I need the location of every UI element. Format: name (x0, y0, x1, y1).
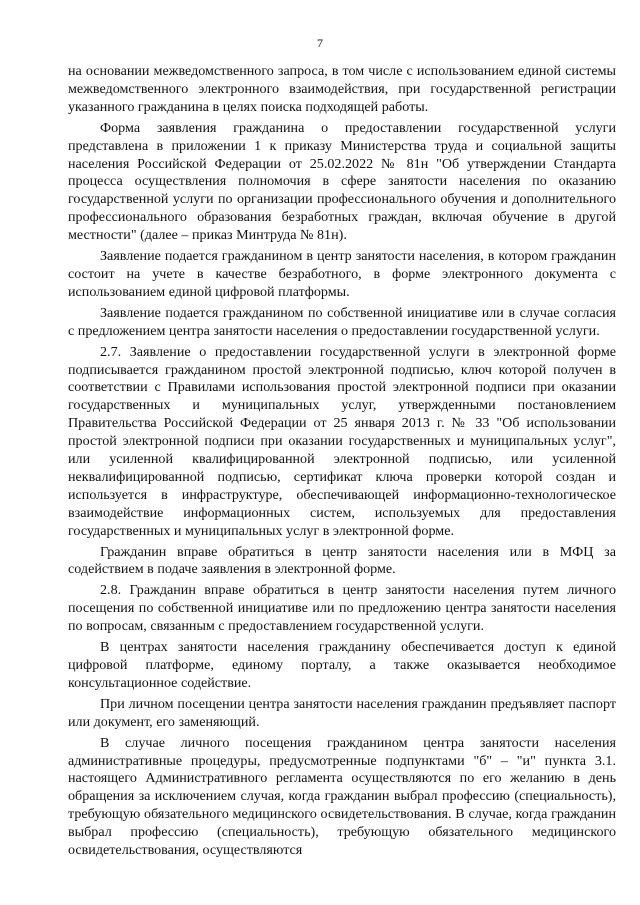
page-body (68, 63, 616, 860)
paragraph-platform-access: В центрах занятости населения гражданину обеспечивается доступ к единой цифровой платформе, единому порталу, а также оказывается необходимое консультационное содействие. (68, 639, 616, 691)
paragraph-mfc-assistance: Гражданин вправе обратиться в центр занятости населения или в МФЦ за содействием в подаче заявления в электронной форме. (68, 543, 616, 578)
paragraph-passport: При личном посещении центра занятости населения гражданин предъявляет паспорт или документ, его заменяющий. (68, 695, 616, 730)
paragraph-2-7-electronic-signature: 2.7. Заявление о предоставлении государственной услуги в электронной форме подписывается гражданином простой электронной подписью, ключ которой получен в соответствии с Правилами использования простой электронной подписи при оказании государственных и муниципальных услуг, утвержденными постановлением Правительства Российской Федерации от 25 января 2013 г. № 33 "Об использовании простой электронной подписи при оказании государственных и муниципальных услуг", или усиленной квалифицированной электронной подписью, или усиленной неквалифицированной подписью, сертификат ключа проверки которой создан и используется в инфраструктуре, обеспечивающей информационно-технологическое взаимодействие информационных систем, используемых для предоставления государственных и муниципальных услуг в электронной форме. (68, 343, 616, 539)
paragraph-application-form: Форма заявления гражданина о предоставлении государственной услуги представлена в приложении 1 к приказу Министерства труда и социальной защиты населения Российской Федерации от 25.02.2022 № 81н "Об утверждении Стандарта процесса осуществления полномочия в сфере занятости населения по оказанию государственной услуги по организации профессионального обучения и дополнительного профессионального образования безработных граждан, включая обучение в другой местности" (далее – приказ Минтруда № 81н). (68, 119, 616, 244)
page-number: 7 (317, 36, 323, 50)
paragraph-own-initiative: Заявление подается гражданином по собственной инициативе или в случае согласия с предложением центра занятости населения о предоставлении государственной услуги. (68, 304, 616, 339)
paragraph-interagency-request: на основании межведомственного запроса, в том числе с использованием единой системы межведомственного электронного взаимодействия, при государственной регистрации указанного гражданина в целях поиска подходящей работы. (68, 63, 616, 115)
paragraph-application-submission: Заявление подается гражданином в центр занятости населения, в котором гражданин состоит на учете в качестве безработного, в форме электронного документа с использованием единой цифровой платформы. (68, 248, 616, 300)
paragraph-2-8-personal-visit: 2.8. Гражданин вправе обратиться в центр занятости населения путем личного посещения по собственной инициативе или по предложению центра занятости населения по вопросам, связанным с предоставлением государственной услуги. (68, 582, 616, 635)
paragraph-administrative-procedures: В случае личного посещения гражданином центра занятости населения административные процедуры, предусмотренные подпунктами "б" – "и" пункта 3.1. настоящего Административного регламента осуществляются по его желанию в день обращения за исключением случая, когда гражданин выбрал профессию (специальность), требующую обязательного медицинского освидетельствования. В случае, когда гражданин выбрал профессию (специальность), требующую обязательного медицинского освидетельствования, осуществляются (68, 734, 616, 859)
